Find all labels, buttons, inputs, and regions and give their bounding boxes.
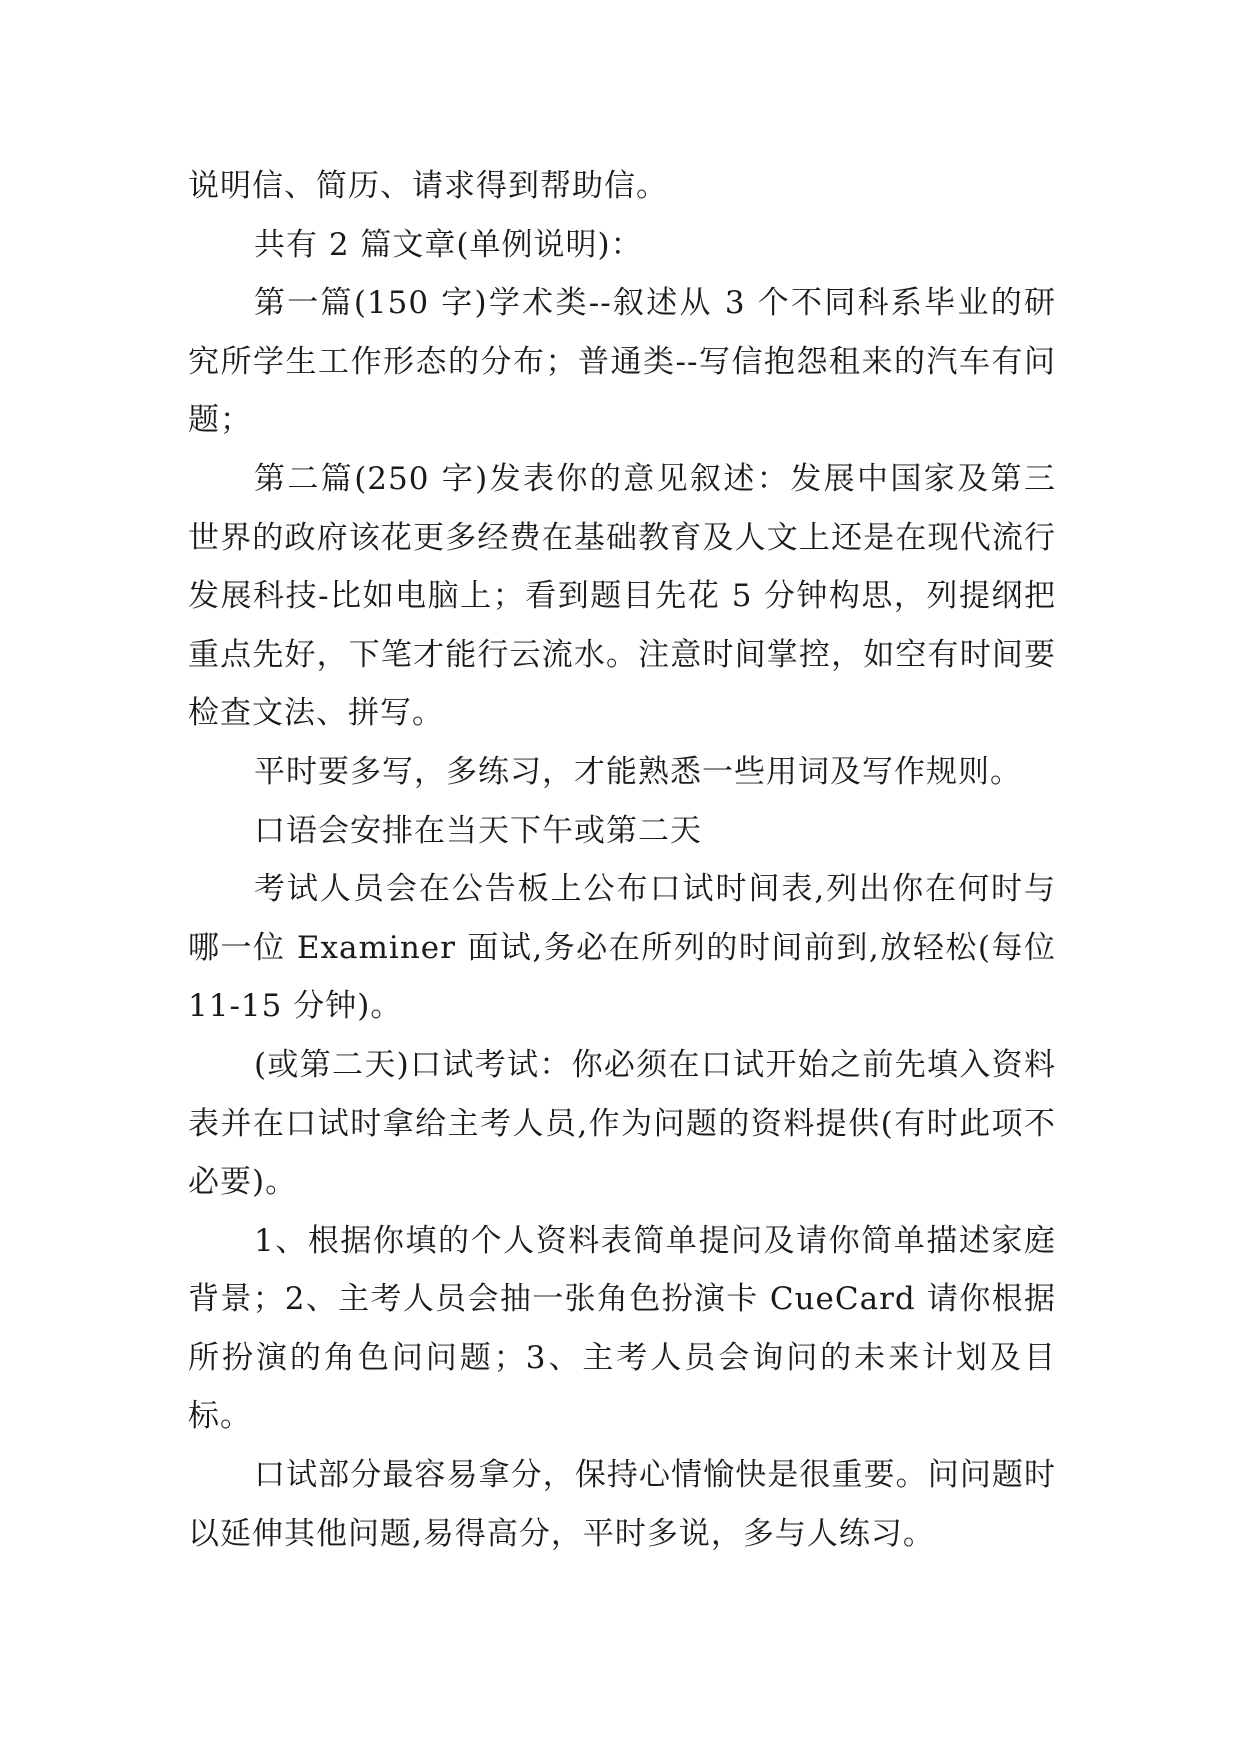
paragraph-7: 考试人员会在公告板上公布口试时间表,列出你在何时与哪一位 Examiner 面试,务必在所列的时间前到,放轻松(每位 11-15 分钟)。 (188, 871, 1056, 1025)
paragraph-6: 口语会安排在当天下午或第二天 (254, 812, 702, 849)
paragraph-5: 平时要多写，多练习，才能熟悉一些用词及写作规则。 (254, 753, 1022, 790)
paragraph-9: 1、根据你填的个人资料表简单提问及请你简单描述家庭背景；2、主考人员会抽一张角色扮演卡 CueCard 请你根据所扮演的角色问问题；3、主考人员会询问的未来计划及目标。 (188, 1222, 1056, 1435)
paragraph-8: (或第二天)口试考试：你必须在口试开始之前先填入资料表并在口试时拿给主考人员,作为问题的资料提供(有时此项不必要)。 (188, 1046, 1056, 1201)
paragraph-10: 口试部分最容易拿分，保持心情愉快是很重要。问问题时以延伸其他问题,易得高分，平时多说，多与人练习。 (188, 1457, 1056, 1552)
paragraph-2: 共有 2 篇文章(单例说明)： (254, 226, 643, 263)
paragraph-1: 说明信、简历、请求得到帮助信。 (188, 168, 668, 204)
paragraph-4: 第二篇(250 字)发表你的意见叙述：发展中国家及第三世界的政府该花更多经费在基础教育及人文上还是在现代流行发展科技-比如电脑上；看到题目先花 5 分钟构思，列提纲把重点先好，下笔才能行云流水。注意时间掌控，如空有时间要检查文法、拼写。 (188, 460, 1056, 732)
paragraph-3: 第一篇(150 字)学术类--叙述从 3 个不同科系毕业的研究所学生工作形态的分布；普通类--写信抱怨租来的汽车有问题； (188, 285, 1056, 439)
document-body (188, 157, 1056, 1563)
